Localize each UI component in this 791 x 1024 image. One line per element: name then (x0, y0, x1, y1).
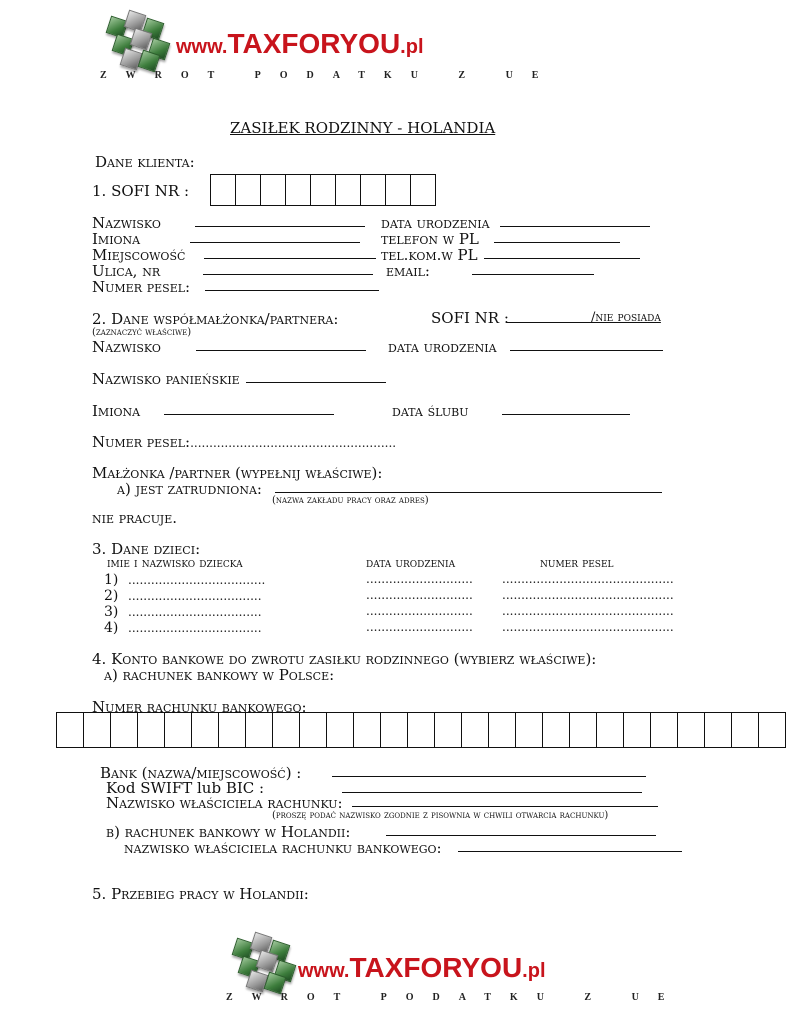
child-num: 2) (104, 588, 119, 604)
bank-polska-option[interactable]: a) rachunek bankowy w Polsce: (104, 666, 335, 684)
account-digit-cell[interactable] (327, 713, 354, 747)
nazwisko-field[interactable] (195, 213, 365, 227)
spouse-sofi-field[interactable] (507, 309, 591, 323)
owner-note: (proszę podać nazwisko zgodnie z pisownia w chwili otwarcia rachunku) (272, 810, 609, 821)
child-name-field[interactable]: .................................... (128, 573, 266, 587)
client-heading: Dane klienta: (95, 153, 195, 171)
child-num: 3) (104, 604, 119, 620)
brand-tagline: ZWROT PODATKU Z UE (100, 70, 558, 81)
spouse-label-imiona: Imiona (92, 402, 141, 420)
child-row (104, 604, 262, 620)
account-digit-cell[interactable] (732, 713, 759, 747)
child-date-field[interactable]: ............................ (366, 620, 473, 634)
label-nazwisko: Nazwisko (92, 214, 161, 232)
account-digit-cell[interactable] (597, 713, 624, 747)
label-miejscowosc: Miejscowość (92, 246, 186, 264)
brand-name: www.TAXFORYOU.pl (298, 952, 546, 983)
child-date-field[interactable]: ............................ (366, 572, 473, 586)
spouse-label-data-slubu: data ślubu (392, 402, 469, 420)
spouse-heading: 2. Dane współmałżonka/partnera: (92, 310, 339, 328)
label-telefon: telefon w PL (381, 230, 479, 248)
ulica-field[interactable] (203, 261, 373, 275)
account-digit-cell[interactable] (462, 713, 489, 747)
pesel-field[interactable] (205, 277, 379, 291)
account-digit-cell[interactable] (138, 713, 165, 747)
child-row (104, 572, 265, 588)
label-email: email: (386, 262, 430, 280)
zaklad-note: (nazwa zakładu pracy oraz adres) (272, 495, 429, 506)
account-digit-cell[interactable] (651, 713, 678, 747)
logo-top (100, 8, 558, 88)
cubes-icon (100, 8, 170, 66)
swift-label: Kod SWIFT lub BIC : (106, 779, 265, 797)
label-tel-kom: tel.kom.w PL (381, 246, 478, 264)
sofi-label: 1. SOFI NR : (92, 182, 189, 200)
spouse-panienskie-field[interactable] (246, 369, 386, 383)
account-digit-cell[interactable] (435, 713, 462, 747)
owner-nl-label: nazwisko właściciela rachunku bankowego: (124, 839, 442, 857)
data-urodzenia-field[interactable] (500, 213, 650, 227)
cubes-icon (226, 930, 296, 988)
zatrudniona-option[interactable]: a) jest zatrudniona: (117, 480, 262, 498)
account-digit-cell[interactable] (111, 713, 138, 747)
children-heading: 3. Dane dzieci: (92, 540, 201, 558)
spouse-pesel-label: Numer pesel: (92, 433, 191, 451)
child-name-field[interactable]: ................................... (128, 589, 262, 603)
spouse-note: (zaznaczyć właściwe) (92, 327, 192, 338)
spouse-label-panienskie: Nazwisko panieńskie (92, 370, 240, 388)
account-digit-cell[interactable] (57, 713, 84, 747)
child-num: 4) (104, 620, 119, 636)
sofi-number-field[interactable] (210, 174, 436, 206)
label-pesel: Numer pesel: (92, 278, 191, 296)
account-digit-cell[interactable] (273, 713, 300, 747)
account-digit-cell[interactable] (84, 713, 111, 747)
label-data-urodzenia: data urodzenia (381, 214, 490, 232)
account-digit-cell[interactable] (300, 713, 327, 747)
nie-posiada-option[interactable]: /nie posiada (591, 310, 661, 325)
account-digit-cell[interactable] (543, 713, 570, 747)
child-date-field[interactable]: ............................ (366, 604, 473, 618)
child-name-field[interactable]: ................................... (128, 605, 262, 619)
label-imiona: Imiona (92, 230, 141, 248)
spouse-data-urodzenia-field[interactable] (510, 337, 663, 351)
spouse-imiona-field[interactable] (164, 401, 334, 415)
bank-heading: 4. Konto bankowe do zwrotu zasiłku rodzinnego (wybierz właściwe): (92, 650, 597, 668)
brand-name: www.TAXFORYOU.pl (176, 28, 424, 59)
page-title: ZASIŁEK RODZINNY - HOLANDIA (230, 119, 496, 137)
label-ulica: Ulica, nr (92, 262, 161, 280)
spouse-status-heading: Małżonka /partner (wypełnij właściwe): (92, 464, 383, 482)
spouse-label-nazwisko: Nazwisko (92, 338, 161, 356)
account-digit-cell[interactable] (489, 713, 516, 747)
account-digit-cell[interactable] (219, 713, 246, 747)
children-col-pesel: numer pesel (540, 556, 614, 571)
account-digit-cell[interactable] (624, 713, 651, 747)
child-pesel-field[interactable]: ............................................. (502, 604, 674, 618)
owner-nl-field[interactable] (458, 838, 682, 852)
account-digit-cell[interactable] (165, 713, 192, 747)
swift-field[interactable] (342, 779, 642, 793)
child-name-field[interactable]: ................................... (128, 621, 262, 635)
bank-name-field[interactable] (332, 763, 646, 777)
bank-holandia-option[interactable]: b) rachunek bankowy w Holandii: (106, 823, 351, 841)
child-pesel-field[interactable]: ............................................. (502, 588, 674, 602)
account-digit-cell[interactable] (192, 713, 219, 747)
account-digit-cell[interactable] (516, 713, 543, 747)
spouse-nazwisko-field[interactable] (196, 337, 366, 351)
nie-pracuje-option[interactable]: nie pracuje. (92, 509, 177, 527)
child-pesel-field[interactable]: ............................................. (502, 572, 674, 586)
child-pesel-field[interactable]: ............................................. (502, 620, 674, 634)
holandia-field[interactable] (386, 822, 656, 836)
account-digit-cell[interactable] (570, 713, 597, 747)
account-digit-cell[interactable] (381, 713, 408, 747)
account-digit-cell[interactable] (246, 713, 273, 747)
telefon-field[interactable] (494, 229, 620, 243)
account-digit-cell[interactable] (678, 713, 705, 747)
children-col-name: imie i nazwisko dziecka (107, 556, 243, 571)
account-label: Numer rachunku bankowego: (92, 698, 307, 716)
children-col-date: data urodzenia (366, 556, 456, 571)
account-digit-cell[interactable] (705, 713, 732, 747)
spouse-data-slubu-field[interactable] (502, 401, 630, 415)
email-field[interactable] (472, 261, 594, 275)
account-number-field[interactable] (56, 712, 786, 748)
account-digit-cell[interactable] (408, 713, 435, 747)
zaklad-pracy-field[interactable] (275, 479, 662, 493)
spouse-pesel-field[interactable]: ...................................................... (190, 436, 397, 450)
imiona-field[interactable] (190, 229, 360, 243)
spouse-sofi-label: SOFI NR : (431, 309, 509, 327)
account-digit-cell[interactable] (354, 713, 381, 747)
child-row (104, 620, 262, 636)
owner-field[interactable] (352, 793, 658, 807)
bank-name-label: Bank (nazwa/miejscowość) : (100, 764, 302, 782)
spouse-label-pesel (92, 433, 396, 451)
child-row (104, 588, 262, 604)
spouse-label-data-urodzenia: data urodzenia (388, 338, 497, 356)
account-digit-cell[interactable] (759, 713, 785, 747)
miejscowosc-field[interactable] (204, 245, 376, 259)
child-num: 1) (104, 572, 119, 588)
work-heading: 5. Przebieg pracy w Holandii: (92, 885, 309, 903)
owner-label: Nazwisko właściciela rachunku: (106, 794, 343, 812)
tel-kom-field[interactable] (484, 245, 640, 259)
logo-bottom (226, 930, 684, 1010)
child-date-field[interactable]: ............................ (366, 588, 473, 602)
brand-tagline: ZWROT PODATKU Z UE (226, 992, 684, 1003)
